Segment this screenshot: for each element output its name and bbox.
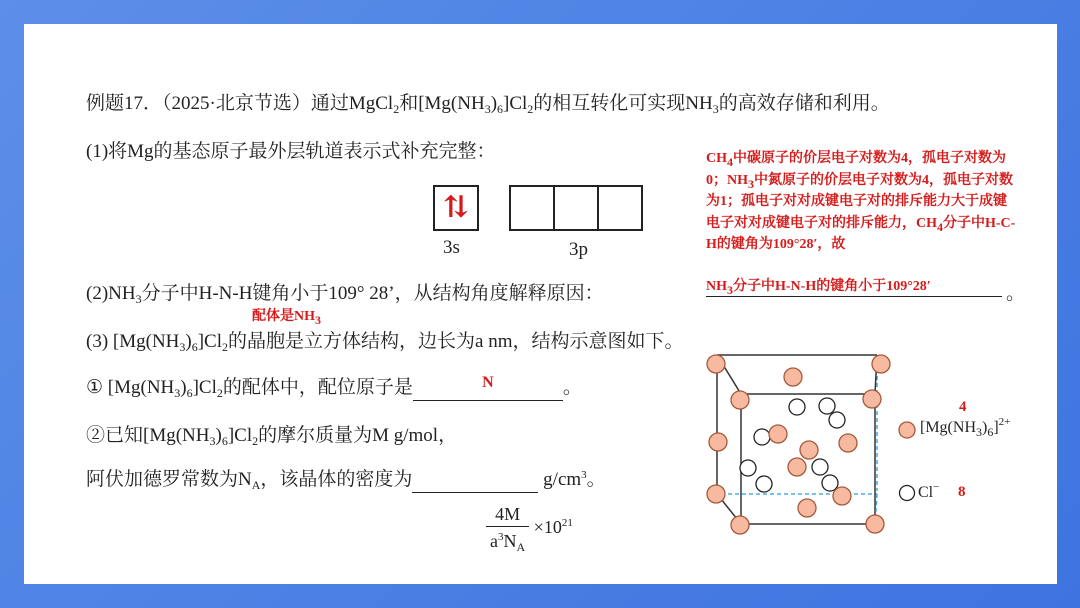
complex-ion [788, 458, 806, 476]
complex-ion [709, 433, 727, 451]
label-3p: 3p [569, 239, 588, 260]
question-2: $(2)NH_3$分子中H-N-H键角小于109° 28’，从结构角度解释原因： [86, 283, 604, 306]
legend-complex-icon [899, 422, 915, 438]
legend-label-complex: $[Mg(NH_3)_6]^{2+}$ [920, 416, 1011, 439]
complex-ion [872, 355, 890, 373]
complex-ion [839, 434, 857, 452]
formula-multiplier: $\times 10^{21}$ [533, 517, 573, 537]
complex-ion [707, 485, 725, 503]
complex-ion [798, 499, 816, 517]
legend-count-chloride: 8 [958, 484, 966, 500]
electron-pair-arrows: ⇅ [443, 191, 469, 224]
unit-cell-diagram [24, 24, 1057, 584]
chloride-ion [819, 398, 835, 414]
example-header: 例题17．（2025·北京节选）通过MgCl$_2$和$[Mg(NH_3)_6]Cl_2$的相互转化可实现$NH_3$的高效存储和利用。 [86, 93, 890, 116]
formula-denominator: $a^3N_A$ [486, 526, 529, 553]
chloride-ion [754, 429, 770, 445]
label-3s: 3s [443, 237, 460, 258]
chloride-ion [740, 460, 756, 476]
legend-chloride-icon [900, 486, 915, 501]
legend-count-complex: 4 [959, 399, 967, 415]
answer-note: $CH_4$中碳原子的价层电子对数为4，孤电子对数为0；$NH_3$中氮原子的价层电子对数为4，孤电子对数为1；孤电子对对成键电子对的排斥能力大于成键电子对对成键电子对的排斥能力，$CH_4$分子中H-C-H的键角为109°28′，故 [706, 151, 1016, 252]
chloride-ion [789, 399, 805, 415]
question-3: (3) $[Mg(NH_3)_6]Cl_2$的晶胞是立方体结构，边长为a nm，结构示意图如下。 [86, 331, 684, 354]
question-3-3: 阿伏加德罗常数为$N_A$，该晶体的密度为 $g/cm^3$。 [86, 469, 606, 492]
chloride-ion [756, 476, 772, 492]
chloride-ion [822, 475, 838, 491]
formula-numerator: 4M [495, 504, 521, 524]
question-1: (1)将Mg的基态原子最外层轨道表示式补充完整： [86, 141, 496, 162]
complex-ion [866, 515, 884, 533]
complex-ion [707, 355, 725, 373]
question-2-end: 。 [1006, 283, 1026, 304]
answer-coordinating-atom: N [482, 374, 494, 391]
slide-card [24, 24, 1057, 584]
legend-label-chloride: Cl− [918, 481, 940, 501]
complex-ion [863, 390, 881, 408]
complex-ion [833, 487, 851, 505]
answer-note-last-line: $NH_3$分子中H-N-H的键角小于109°28′ [706, 280, 1002, 297]
complex-ion [731, 516, 749, 534]
complex-ion [769, 425, 787, 443]
ligand-note: 配体是$NH_3$ [252, 309, 321, 327]
chloride-ion [829, 412, 845, 428]
question-3-1: ① $[Mg(NH_3)_6]Cl_2$的配体中，配位原子是 N 。 [86, 374, 582, 400]
chloride-ion [812, 459, 828, 475]
complex-ion [784, 368, 802, 386]
question-3-2: ②已知$[Mg(NH_3)_6]Cl_2$的摩尔质量为M g/mol， [86, 425, 458, 448]
complex-ion [731, 391, 749, 409]
complex-ion [800, 441, 818, 459]
